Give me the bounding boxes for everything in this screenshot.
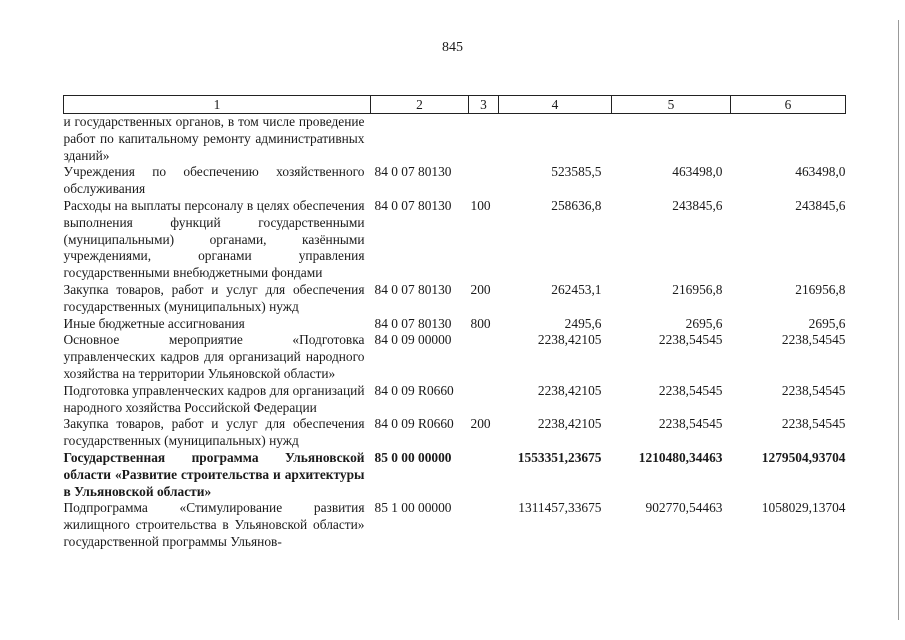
row-value-col6: 243845,6 — [795, 197, 846, 213]
row-code: 84 0 07 80130 — [374, 164, 452, 180]
row-value-col4: 2238,42105 — [537, 382, 602, 398]
row-value-col5: 2695,6 — [685, 315, 723, 331]
row-description: Расходы на выплаты персоналу в целях обеспечения выполнения функций государственными (муниципальными) органами, казёнными учреждениями, органами управления государственными внебюджетными фондами — [63, 197, 365, 281]
row-description: Учреждения по обеспечению хозяйственного обслуживания — [63, 164, 365, 197]
column-header-4: 4 — [499, 96, 612, 114]
column-header-3: 3 — [469, 96, 499, 114]
row-description: Основное мероприятие «Подготовка управленческих кадров для организаций народного хозяйства на территории Ульяновской области» — [63, 332, 365, 381]
row-value-col6: 2238,54545 — [781, 332, 846, 348]
row-value-col4: 2238,42105 — [537, 416, 602, 432]
row-value-col5: 2238,54545 — [658, 382, 723, 398]
row-value-col4: 262453,1 — [551, 281, 602, 297]
table-row — [64, 332, 846, 382]
row-value-col6: 1058029,13704 — [761, 500, 846, 516]
row-expense-type — [469, 450, 499, 500]
row-expense-type — [469, 500, 499, 550]
row-value-col6: 463498,0 — [795, 164, 846, 180]
row-value-col6: 1279504,93704 — [761, 449, 846, 465]
row-code: 84 0 09 R0660 — [374, 382, 454, 398]
row-code: 84 0 07 80130 — [374, 315, 452, 331]
table-row — [64, 416, 846, 450]
page-edge-line — [898, 20, 899, 620]
row-value-col6 — [731, 114, 846, 165]
row-expense-type: 200 — [470, 416, 491, 432]
row-value-col4: 523585,5 — [551, 164, 602, 180]
row-expense-type: 100 — [470, 197, 491, 213]
table-row — [64, 198, 846, 282]
row-value-col6: 2695,6 — [808, 315, 846, 331]
row-value-col5: 1210480,34463 — [638, 449, 723, 465]
row-expense-type — [469, 332, 499, 382]
row-code — [371, 114, 469, 165]
row-code: 84 0 09 00000 — [374, 332, 452, 348]
row-value-col5: 2238,54545 — [658, 332, 723, 348]
row-value-col4: 1553351,23675 — [517, 449, 602, 465]
row-value-col4: 2495,6 — [564, 315, 602, 331]
table-row — [64, 383, 846, 417]
row-expense-type — [469, 383, 499, 417]
row-value-col6: 216956,8 — [795, 281, 846, 297]
row-value-col5 — [612, 114, 731, 165]
column-header-5: 5 — [612, 96, 731, 114]
row-expense-type — [469, 114, 499, 165]
table-row — [64, 114, 846, 165]
row-value-col4: 258636,8 — [551, 197, 602, 213]
row-value-col4 — [499, 114, 612, 165]
row-code: 84 0 07 80130 — [374, 197, 452, 213]
row-description: и государственных органов, в том числе проведение работ по капитальному ремонту административных зданий» — [63, 114, 365, 163]
row-code: 84 0 07 80130 — [374, 281, 452, 297]
row-value-col4: 2238,42105 — [537, 332, 602, 348]
row-value-col5: 463498,0 — [672, 164, 723, 180]
column-header-1: 1 — [64, 96, 371, 114]
table-row — [64, 164, 846, 198]
table-row — [64, 316, 846, 333]
table-row — [64, 500, 846, 550]
row-code: 85 0 00 00000 — [374, 449, 452, 465]
row-value-col5: 216956,8 — [672, 281, 723, 297]
table-row — [64, 282, 846, 316]
row-value-col5: 243845,6 — [672, 197, 723, 213]
table-header-row — [64, 96, 846, 114]
row-description: Государственная программа Ульяновской области «Развитие строительства и архитектуры в Ульяновской области» — [63, 449, 365, 499]
row-code: 85 1 00 00000 — [374, 500, 452, 516]
row-expense-type: 800 — [470, 315, 491, 331]
row-expense-type: 200 — [470, 281, 491, 297]
column-header-2: 2 — [371, 96, 469, 114]
row-description: Закупка товаров, работ и услуг для обеспечения государственных (муниципальных) нужд — [63, 416, 365, 449]
row-value-col6: 2238,54545 — [781, 416, 846, 432]
column-header-6: 6 — [731, 96, 846, 114]
row-code: 84 0 09 R0660 — [374, 416, 454, 432]
row-value-col5: 2238,54545 — [658, 416, 723, 432]
page-number: 845 — [442, 40, 463, 55]
table-row — [64, 450, 846, 500]
row-value-col6: 2238,54545 — [781, 382, 846, 398]
budget-table — [63, 95, 846, 551]
row-description: Иные бюджетные ассигнования — [63, 315, 245, 331]
row-expense-type — [469, 164, 499, 198]
row-value-col4: 1311457,33675 — [518, 500, 602, 516]
row-value-col5: 902770,54463 — [645, 500, 723, 516]
row-description: Подготовка управленческих кадров для организаций народного хозяйства Российской Федерации — [63, 382, 365, 415]
row-description: Подпрограмма «Стимулирование развития жилищного строительства в Ульяновской области» государственной программы Ульянов- — [63, 500, 365, 549]
row-description: Закупка товаров, работ и услуг для обеспечения государственных (муниципальных) нужд — [63, 281, 365, 314]
